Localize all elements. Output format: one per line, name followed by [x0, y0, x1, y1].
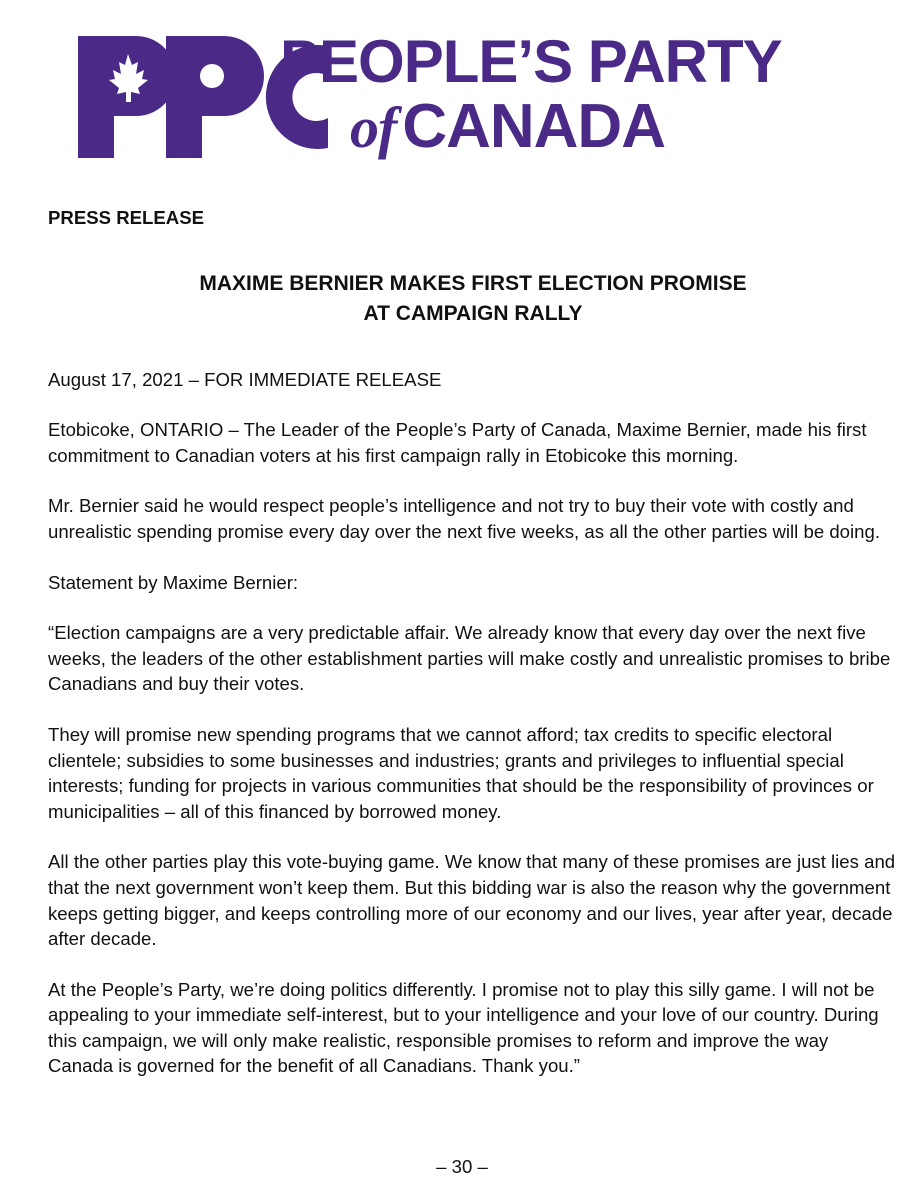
logo-letter-p2: [166, 36, 264, 158]
press-release-body: [48, 205, 898, 1104]
headline: [48, 269, 898, 329]
end-mark: – 30 –: [436, 1156, 488, 1177]
paragraph-quote-3: All the other parties play this vote-buying game. We know that many of these promises are just lies and that the next government won’t keep them. But this bidding war is also the reason why the government keeps getting bigger, and keeps controlling more of our economy and our lives, year after year, decade after decade.: [48, 851, 896, 950]
headline-line2: AT CAMPAIGN RALLY: [363, 301, 583, 325]
paragraph-quote-1: “Election campaigns are a very predictable affair. We already know that every day over the next five weeks, the leaders of the other establishment parties will make costly and unrealistic promises to bribe Canadians and buy their votes.: [48, 622, 891, 695]
party-name-line2: [350, 94, 782, 161]
party-name-of: of: [350, 95, 397, 160]
paragraph-intro: Etobicoke, ONTARIO – The Leader of the People’s Party of Canada, Maxime Bernier, made his first commitment to Canadian voters at his first campaign rally in Etobicoke this morning.: [48, 419, 867, 466]
party-name-canada: CANADA: [402, 92, 665, 161]
party-name-line1: PEOPLE’S PARTY: [280, 28, 782, 95]
paragraph-quote-4: At the People’s Party, we’re doing politics differently. I promise not to play this silly game. I will not be appealing to your immediate self-interest, but to your intelligence and your love of our country. During this campaign, we will only make realistic, responsible promises to reform and improve the way Canada is governed for the benefit of all Canadians. Thank you.”: [48, 978, 879, 1077]
party-name: [280, 30, 782, 161]
headline-line1: MAXIME BERNIER MAKES FIRST ELECTION PROMISE: [199, 271, 747, 295]
dateline: August 17, 2021 – FOR IMMEDIATE RELEASE: [48, 368, 442, 390]
paragraph-quote-2: They will promise new spending programs that we cannot afford; tax credits to specific electoral clientele; subsidies to some businesses and industries; grants and privileges to influential special interests; funding for projects in various communities that should be the responsibility of provinces or municipalities – all of this financed by borrowed money.: [48, 723, 874, 822]
paragraph-respect: Mr. Bernier said he would respect people’s intelligence and not try to buy their vote with costly and unrealistic spending promise every day over the next five weeks, as all the other parties will be doing.: [48, 495, 880, 542]
press-release-label: PRESS RELEASE: [48, 207, 205, 228]
paragraph-statement-label: Statement by Maxime Bernier:: [48, 571, 299, 593]
